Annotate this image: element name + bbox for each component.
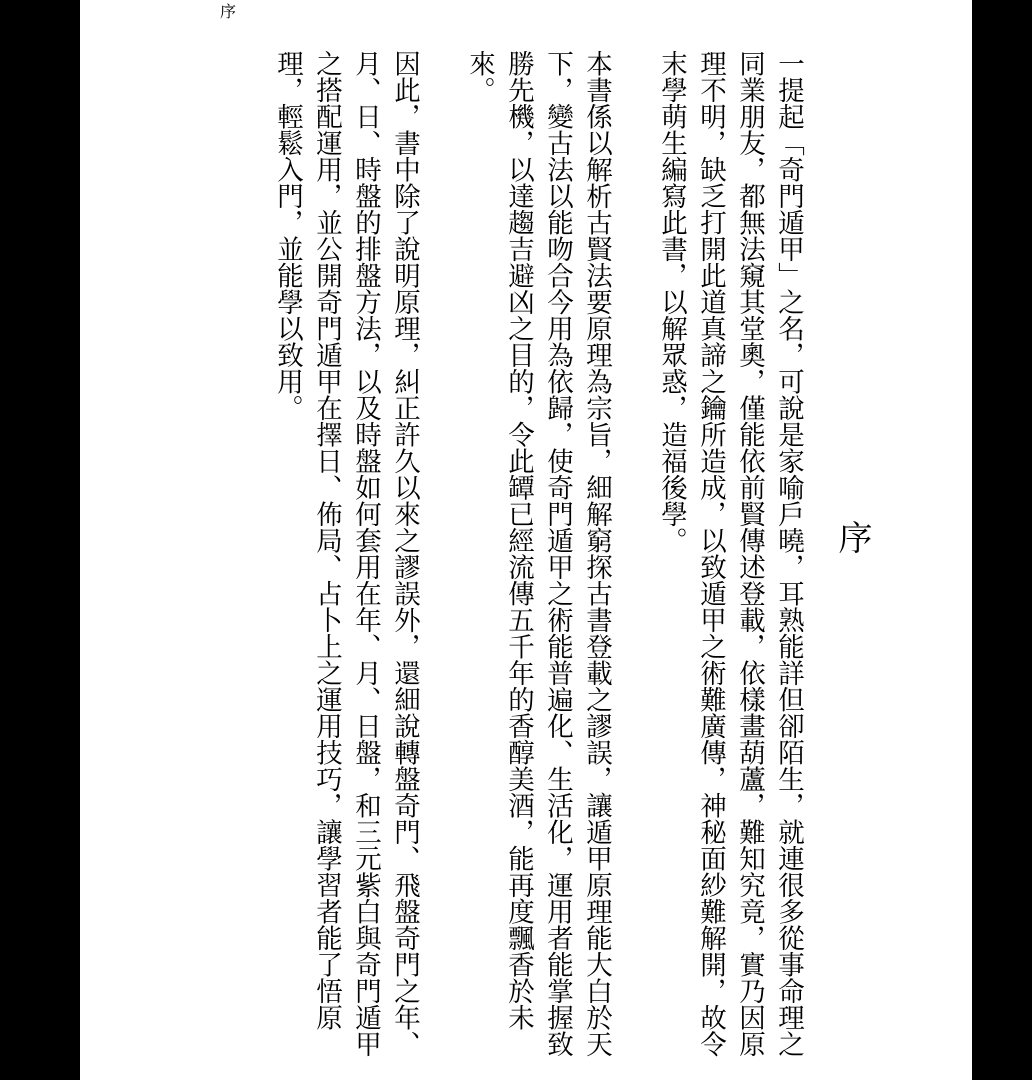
preface-body bbox=[248, 50, 808, 1060]
book-page bbox=[80, 0, 972, 1080]
page-title: 序 bbox=[832, 520, 872, 554]
running-header: 序 bbox=[220, 2, 237, 21]
paragraph-1: 一提起「奇門遁甲」之名，可說是家喻戶曉，耳熟能詳但卻陌生，就連很多從事命理之同業朋友，都無法窺其堂奧，僅能依前賢傳述登載，依樣畫葫蘆，難知究竟，實乃因原理不明，缺乏打開此道真諦之鑰所造成，以致遁甲之術難廣傳，神秘面紗難解開，故令末學萌生編寫此書，以解眾惑，造福後學。 bbox=[656, 50, 804, 1057]
paragraph-3: 因此，書中除了說明原理，糾正許久以來之謬誤外，還細說轉盤奇門、飛盤奇門之年、月、日、時盤的排盤方法，以及時盤如何套用在年、月、日盤，和三元紫白與奇門遁甲之搭配運用，並公開奇門遁甲在擇日、佈局、占卜上之運用技巧，讓學習者能了悟原理，輕鬆入門，並能學以致用。 bbox=[272, 50, 420, 1057]
paragraph-2: 本書係以解析古賢法要原理為宗旨，細解窮探古書登載之謬誤，讓遁甲原理能大白於天下，變古法以能吻合今用為依歸，使奇門遁甲之術能普遍化、生活化，運用者能掌握致勝先機，以達趨吉避凶之目的，令此罈已經流傳五千年的香醇美酒，能再度飄香於未來。 bbox=[464, 50, 612, 1057]
